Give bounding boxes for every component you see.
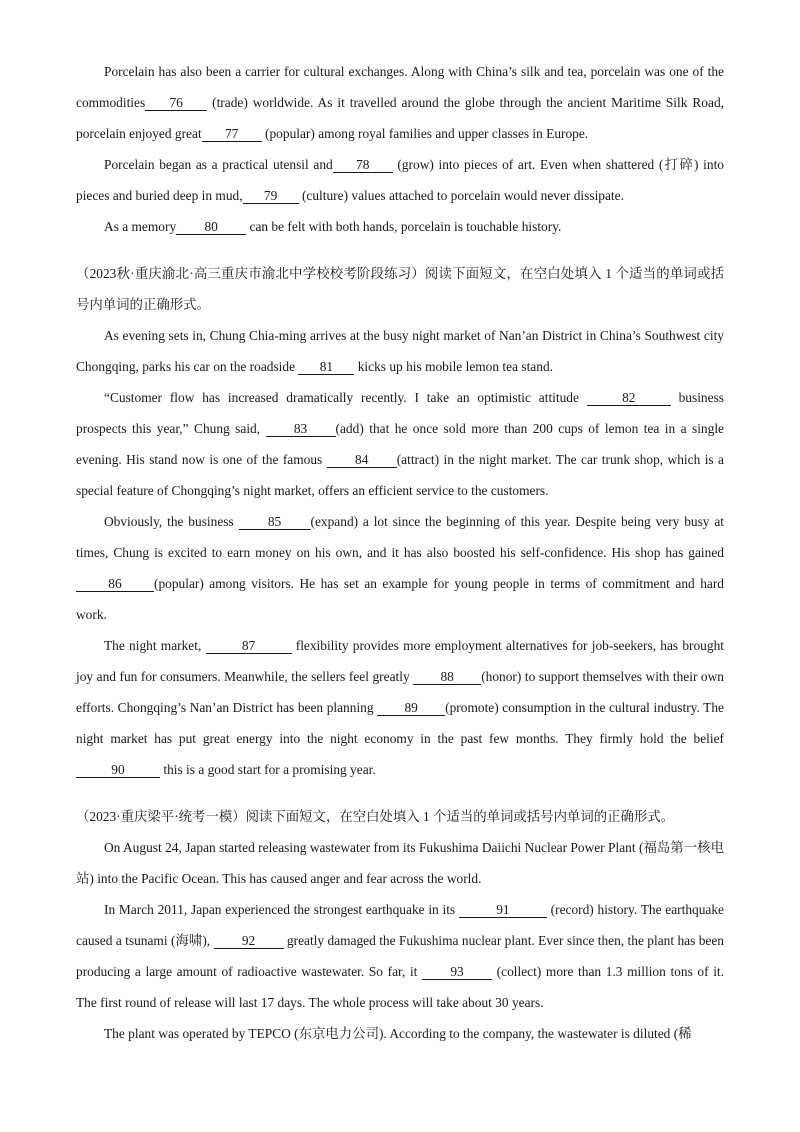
passage1-paragraph-2 [76,149,724,211]
text: (popular) among royal families and upper classes in Europe. [261,126,589,141]
text: (attract) in the night market. The car trunk shop, which is a special feature of Chongqing’s night market, offers an efficient service to the customers. [76,452,725,498]
text: The plant was operated by TEPCO (东京电力公司). According to the company, the wastewater is diluted (稀 [104,1026,692,1041]
text: Porcelain began as a practical utensil and [104,157,333,172]
blank-80: 80 [176,219,246,235]
text: kicks up his mobile lemon tea stand. [354,359,553,374]
blank-87: 87 [206,638,292,654]
blank-90: 90 [76,762,160,778]
text: (add) that he once sold more than 200 cups of lemon tea in a single evening. His stand now is one of the famous [76,421,724,467]
blank-85: 85 [239,514,311,530]
blank-81: 81 [298,359,354,375]
document-page [76,56,724,1049]
passage2-paragraph-4 [76,630,724,785]
text: On August 24, Japan started releasing wastewater from its Fukushima Daiichi Nuclear Power Plant (福岛第一核电站) into the Pacific Ocean. This has caused anger and fear across the world. [76,840,724,886]
blank-91: 91 [459,902,547,918]
blank-82: 82 [587,390,671,406]
text: this is a good start for a promising year. [160,762,376,777]
blank-86: 86 [76,576,154,592]
text: Porcelain has also been a carrier for cultural exchanges. Along with China’s silk and tea, porcelain was one of the commodities [76,64,724,110]
text: business prospects this year,” Chung said, [76,390,724,436]
text: (culture) values attached to porcelain would never dissipate. [298,188,624,203]
blank-76: 76 [145,95,207,111]
text: (popular) among visitors. He has set an example for young people in terms of commitment and hard work. [76,576,724,622]
text: can be felt with both hands, porcelain is touchable history. [246,219,562,234]
text: (collect) more than 1.3 million tons of it. The first round of release will last 17 days. The whole process will take about 30 years. [76,964,724,1010]
passage2-paragraph-1 [76,320,724,382]
text: (honor) to support themselves with their own efforts. Chongqing’s Nan’an District has been planning [76,669,724,715]
text: Obviously, the business [104,514,239,529]
text: The night market, [104,638,206,653]
text: greatly damaged the Fukushima nuclear plant. Ever since then, the plant has been producing a large amount of radioactive wastewater. So far, it [76,933,724,979]
passage1-paragraph-1 [76,56,724,149]
passage2-paragraph-2 [76,382,724,506]
blank-79: 79 [243,188,299,204]
text: “Customer flow has increased dramatically recently. I take an optimistic attitude [104,390,587,405]
passage1-paragraph-3 [76,211,724,242]
blank-78: 78 [333,157,393,173]
blank-83: 83 [266,421,336,437]
blank-89: 89 [377,700,445,716]
text: flexibility provides more employment alternatives for job-seekers, has brought joy and fun for consumers. Meanwhile, the sellers feel greatly [76,638,724,684]
passage3-header: （2023·重庆梁平·统考一模）阅读下面短文，在空白处填入 1 个适当的单词或括号内单词的正确形式。 [76,809,675,824]
blank-93: 93 [422,964,492,980]
text: (promote) consumption in the cultural industry. The night market has put great energy into the night economy in the past few months. They firmly hold the belief [76,700,724,746]
text: (expand) a lot since the beginning of this year. Despite being very busy at times, Chung is excited to earn money on his own, and it has also boosted his self-confidence. His shop has gained [76,514,724,560]
passage3-paragraph-2 [76,894,724,1018]
passage3-paragraph-1 [76,832,724,894]
text: (trade) worldwide. As it travelled around the globe through the ancient Maritime Silk Road, porcelain enjoyed great [76,95,724,141]
blank-92: 92 [214,933,284,949]
text: (grow) into pieces of art. Even when shattered (打碎) into pieces and buried deep in mud, [76,157,724,203]
blank-88: 88 [413,669,481,685]
passage3-paragraph-3 [76,1018,724,1049]
blank-84: 84 [327,452,397,468]
passage2-header: （2023秋·重庆渝北·高三重庆市渝北中学校校考阶段练习）阅读下面短文，在空白处填入 1 个适当的单词或括号内单词的正确形式。 [76,266,724,312]
text: As evening sets in, Chung Chia-ming arrives at the busy night market of Nan’an District in China’s Southwest city Chongqing, parks his car on the roadside [76,328,724,374]
text: As a memory [104,219,177,234]
blank-77: 77 [202,126,262,142]
passage2-paragraph-3 [76,506,724,630]
text: (record) history. The earthquake caused a tsunami (海啸), [76,902,724,948]
text: In March 2011, Japan experienced the strongest earthquake in its [104,902,459,917]
